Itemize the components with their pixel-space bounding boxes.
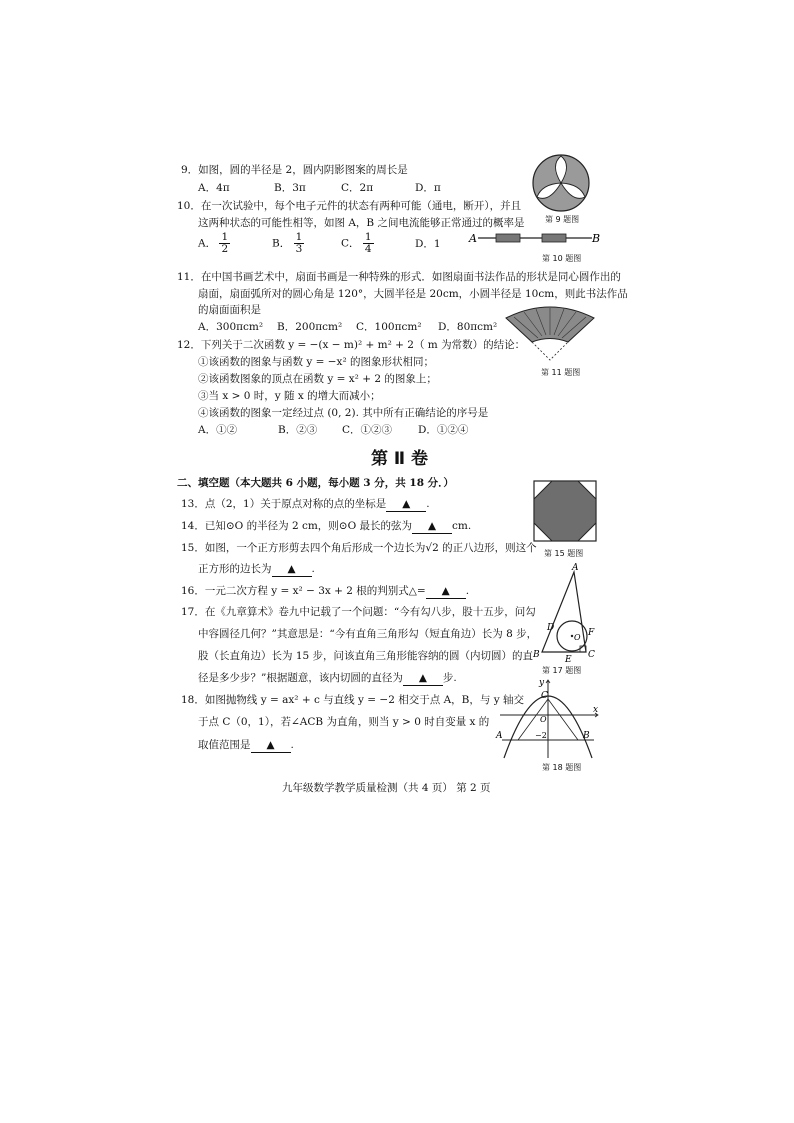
- q9-stem: 9．如图，圆的半径是 2，圆内阴影图案的周长是: [181, 164, 408, 176]
- q10-stem-line2: 这两种状态的可能性相等，如图 A，B 之间电流能够正常通过的概率是: [198, 217, 525, 229]
- q9-circle-figure: [528, 153, 594, 213]
- q15-caption: 第 15 题图: [544, 549, 584, 558]
- q10-label-b: B: [592, 232, 601, 245]
- q12-option-d: D．①②④: [418, 424, 469, 436]
- q11-option-b: B．200πcm²: [277, 321, 343, 333]
- q13: [181, 497, 430, 512]
- q15-end: .: [311, 563, 315, 575]
- q17-label-c: C: [588, 650, 595, 660]
- q10-option-d: D．1: [415, 237, 441, 250]
- q11-option-a: A．300πcm²: [198, 321, 264, 333]
- q17-label-b: B: [533, 650, 540, 660]
- q11-stem-line3: 的扇面面积是: [198, 304, 261, 316]
- q12-options: [198, 423, 468, 437]
- q11-option-d: D．80πcm²: [438, 321, 498, 333]
- q12-item-3: ③当 x > 0 时，y 随 x 的增大而减小；: [198, 390, 381, 402]
- q14-answer-blank: ▲: [412, 519, 452, 534]
- q9-option-a: A．4π: [198, 182, 230, 194]
- q10-option-b-fraction: [294, 232, 305, 255]
- q17-line4: [198, 671, 457, 686]
- q18-label-a: A: [496, 731, 503, 741]
- q11-caption: 第 11 题图: [541, 368, 581, 377]
- q10-options: [198, 232, 441, 255]
- q18-line3-text: 取值范围是: [198, 739, 251, 751]
- q14: [181, 519, 471, 534]
- fraction-numerator: 1: [221, 231, 229, 243]
- q12-stem: 12．下列关于二次函数 y = −(x − m)² + m² + 2（ m 为常数）的结论：: [177, 339, 526, 351]
- q14-end: cm.: [452, 520, 472, 532]
- q18-line3: [198, 738, 294, 753]
- q17-label-a: A: [572, 563, 579, 573]
- q18-caption: 第 18 题图: [542, 763, 582, 772]
- fraction-denominator: 2: [221, 243, 229, 255]
- fraction-numerator: 1: [295, 231, 303, 243]
- fraction-denominator: 4: [364, 243, 372, 255]
- q9-option-d: D．π: [415, 182, 441, 194]
- q11-fan-figure: [500, 302, 600, 364]
- q17-label-d: D: [547, 623, 555, 633]
- q18-label-b: B: [583, 731, 590, 741]
- section-title: 第 Ⅱ 卷: [371, 449, 429, 469]
- q18-answer-blank: ▲: [251, 738, 291, 753]
- q15-sqrt: √2: [425, 542, 439, 554]
- q15-answer-blank: ▲: [272, 562, 312, 577]
- q9-option-c: C．2π: [341, 182, 374, 194]
- q17-label-e: E: [565, 655, 572, 665]
- q13-text: 13．点（2，1）关于原点对称的点的坐标是: [181, 498, 387, 510]
- q17-label-f: F: [588, 628, 595, 638]
- fraction-numerator: 1: [364, 231, 372, 243]
- q18-line2: 于点 C（0，1），若∠ACB 为直角，则当 y > 0 时自变量 x 的: [198, 716, 490, 728]
- q17-line4-text: 径是多少步？”根据题意，该内切圆的直径为: [198, 672, 403, 684]
- q18-parabola-figure: [494, 676, 602, 760]
- q12-option-c: C．①②③: [342, 424, 393, 436]
- q10-label-a: A: [469, 232, 477, 245]
- q11-options: [198, 320, 497, 334]
- q17-line1: 17．在《九章算术》卷九中记载了一个问题：“今有勾八步，股十五步，问勾: [181, 606, 536, 618]
- q17-answer-blank: ▲: [403, 671, 443, 686]
- q15-text-end: 的正八边形，则这个: [438, 542, 537, 554]
- q18-line1: 18．如图抛物线 y = ax² + c 与直线 y = −2 相交于点 A，B，与 y 轴交: [181, 694, 524, 706]
- q13-answer-blank: ▲: [386, 497, 426, 512]
- q16-answer-blank: ▲: [426, 584, 466, 599]
- q10-option-c-label: C．: [341, 237, 360, 250]
- q10-option-a-label: A．: [198, 237, 217, 250]
- q17-end: 步.: [442, 672, 457, 684]
- q10-stem-line1: 10．在一次试验中，每个电子元件的状态有两种可能（通电，断开），并且: [177, 200, 522, 212]
- q9-options: [198, 181, 441, 195]
- q14-text: 14．已知⊙O 的半径为 2 cm，则⊙O 最长的弦为: [181, 520, 413, 532]
- q15-line2-text: 正方形的边长为: [198, 563, 272, 575]
- fraction-denominator: 3: [295, 243, 303, 255]
- q18-label-x: x: [593, 705, 599, 715]
- q13-end: .: [426, 498, 430, 510]
- section-heading: 二、填空题（本大题共 6 小题，每小题 3 分，共 18 分．）: [177, 477, 454, 489]
- page-footer: 九年级数学教学质量检测（共 4 页） 第 2 页: [282, 782, 491, 794]
- q12-option-a: A．①②: [198, 424, 238, 436]
- q10-caption: 第 10 题图: [542, 254, 582, 263]
- q17-line2: 中容圆径几何？”其意思是：“今有直角三角形勾（短直角边）长为 8 步，: [198, 628, 538, 640]
- q11-stem-line2: 扇面，扇面弧所对的圆心角是 120°，大圆半径是 20cm，小圆半径是 10cm，则此书法作品: [198, 288, 628, 300]
- q15-text-start: 15．如图，一个正方形剪去四个角后形成一个边长为: [181, 542, 426, 554]
- q18-label-o: O: [540, 715, 547, 724]
- q11-option-c: C．100πcm²: [356, 321, 422, 333]
- q16-text: 16．一元二次方程 y = x² − 3x + 2 根的判别式△=: [181, 585, 426, 597]
- q18-label-minus2: −2: [535, 731, 547, 740]
- q15-line2: [198, 562, 315, 577]
- q17-caption: 第 17 题图: [542, 666, 582, 675]
- q17-line3: 股（长直角边）长为 15 步，问该直角三角形能容纳的圆（内切圆）的直: [198, 650, 534, 662]
- q11-stem-line1: 11．在中国书画艺术中，扇面书画是一种特殊的形式．如图扇面书法作品的形状是同心圆作出的: [177, 271, 621, 283]
- q10-option-b-label: B．: [272, 237, 291, 250]
- q18-end: .: [290, 739, 294, 751]
- q12-item-2: ②该函数图象的顶点在函数 y = x² + 2 的图象上；: [198, 373, 437, 385]
- q17-label-o: O: [574, 633, 581, 642]
- q17-triangle-figure: [530, 562, 602, 666]
- q10-circuit-figure: [468, 228, 602, 248]
- q15-line1: [181, 541, 537, 555]
- q15-octagon-figure: [530, 478, 600, 544]
- q12-option-b: B．②③: [278, 424, 318, 436]
- q16-end: .: [465, 585, 470, 597]
- q9-option-b: B．3π: [274, 182, 306, 194]
- q16: [181, 584, 469, 599]
- q12-item-4: ④该函数的图象一定经过点 (0, 2). 其中所有正确结论的序号是: [198, 407, 489, 419]
- q9-caption: 第 9 题图: [545, 215, 580, 224]
- q10-option-a-fraction: [219, 232, 230, 255]
- q18-label-c: C: [541, 691, 548, 701]
- q10-option-c-fraction: [363, 232, 374, 255]
- q18-label-y: y: [539, 678, 545, 688]
- q12-item-1: ①该函数的图象与函数 y = −x² 的图象形状相同；: [198, 356, 435, 368]
